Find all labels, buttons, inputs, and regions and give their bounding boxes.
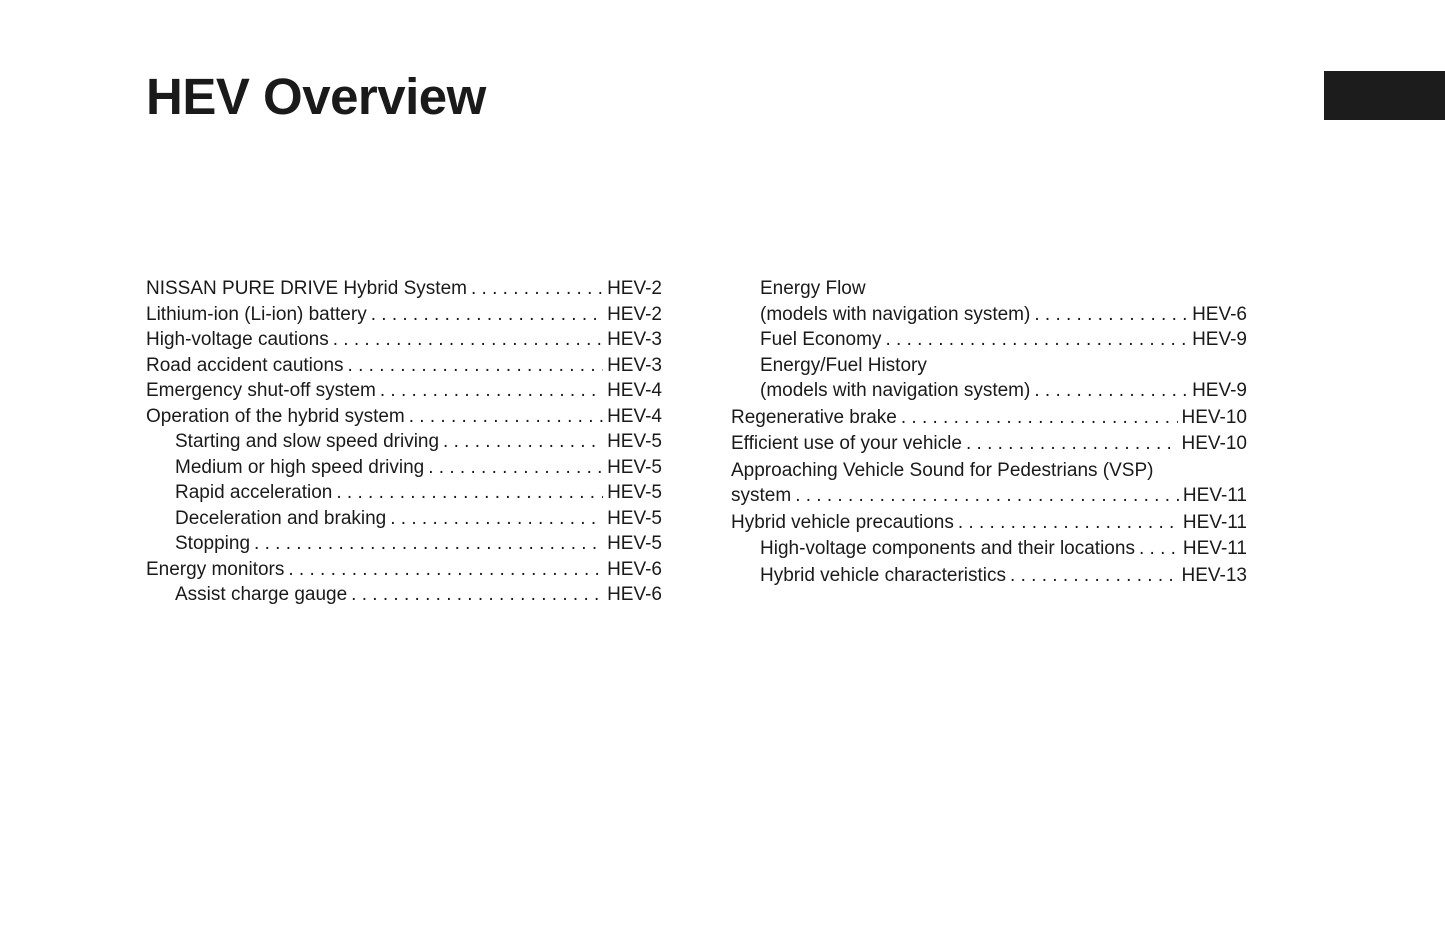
dot-leader — [390, 506, 603, 532]
toc-entry-energy-monitors[interactable] — [146, 557, 662, 583]
toc-entry-page: HEV-10 — [1181, 433, 1247, 454]
toc-entry-energy-fuel-history[interactable] — [731, 353, 1247, 404]
toc-right-column — [731, 276, 1247, 588]
dot-leader — [254, 531, 603, 557]
dot-leader — [885, 327, 1188, 353]
toc-entry-label: Medium or high speed driving — [175, 456, 425, 478]
toc-entry-label: Deceleration and braking — [175, 507, 387, 529]
dot-leader — [348, 353, 604, 379]
toc-entry-label: Fuel Economy — [760, 329, 882, 350]
toc-entry-label: Lithium-ion (Li-ion) battery — [146, 303, 367, 325]
toc-entry-energy-flow[interactable] — [731, 276, 1247, 327]
toc-entry-fuel-economy[interactable] — [731, 327, 1247, 353]
toc-entry-page: HEV-4 — [607, 405, 662, 427]
toc-entry-label: Assist charge gauge — [175, 584, 348, 605]
toc-entry-stopping[interactable] — [146, 531, 662, 557]
toc-entry-page: HEV-11 — [1182, 538, 1247, 559]
toc-entry-page: HEV-5 — [607, 431, 662, 452]
toc-entry-page: HEV-4 — [607, 380, 662, 401]
dot-leader — [1034, 378, 1188, 404]
dot-leader — [288, 557, 603, 583]
toc-entry-emergency-shutoff[interactable] — [146, 378, 662, 404]
dot-leader — [351, 582, 603, 608]
dot-leader — [1139, 536, 1179, 562]
toc-entry-page: HEV-5 — [607, 507, 662, 529]
toc-entry-label: Road accident cautions — [146, 354, 344, 376]
toc-entry-label: Hybrid vehicle characteristics — [760, 564, 1007, 586]
toc-entry-hybrid-precautions[interactable] — [731, 510, 1247, 536]
dot-leader — [428, 455, 603, 481]
dot-leader — [1010, 563, 1177, 589]
toc-entry-page: HEV-6 — [607, 584, 662, 605]
toc-entry-label: Emergency shut-off system — [146, 380, 376, 401]
dot-leader — [795, 483, 1179, 509]
dot-leader — [336, 480, 603, 506]
toc-entry-deceleration-braking[interactable] — [146, 506, 662, 532]
toc-entry-page: HEV-3 — [607, 329, 662, 350]
toc-entry-page: HEV-9 — [1192, 380, 1247, 401]
toc-entry-hv-components[interactable] — [731, 536, 1247, 562]
dot-leader — [443, 429, 603, 455]
toc-entry-label: High-voltage components and their locations — [760, 538, 1135, 559]
toc-entry-vsp[interactable] — [731, 458, 1247, 509]
toc-entry-label: NISSAN PURE DRIVE Hybrid System — [146, 278, 467, 299]
toc-entry-page: HEV-13 — [1181, 564, 1247, 586]
toc-entry-page: HEV-6 — [1192, 303, 1247, 325]
dot-leader — [371, 302, 603, 328]
dot-leader — [1034, 302, 1188, 328]
page-title: HEV Overview — [146, 68, 486, 125]
toc-entry-label: Efficient use of your vehicle — [731, 433, 962, 454]
toc-entry-label: Starting and slow speed driving — [175, 431, 440, 452]
toc-entry-page: HEV-6 — [607, 558, 662, 580]
toc-entry-regenerative-brake[interactable] — [731, 405, 1247, 431]
toc-entry-label: Stopping — [175, 533, 251, 554]
dot-leader — [966, 431, 1178, 457]
toc-entry-label: Energy monitors — [146, 558, 285, 580]
dot-leader — [380, 378, 603, 404]
toc-left-column — [146, 276, 662, 608]
toc-entry-assist-charge-gauge[interactable] — [146, 582, 662, 608]
toc-entry-medium-high-speed[interactable] — [146, 455, 662, 481]
toc-entry-label-line2: system — [731, 485, 792, 506]
dot-leader — [333, 327, 603, 353]
toc-entry-page: HEV-5 — [607, 456, 662, 478]
toc-entry-page: HEV-2 — [607, 303, 662, 325]
toc-entry-label-line1: Energy/Fuel History — [760, 354, 927, 376]
toc-entry-road-accident-cautions[interactable] — [146, 353, 662, 379]
toc-entry-label: Regenerative brake — [731, 406, 897, 428]
toc-entry-starting-slow-speed[interactable] — [146, 429, 662, 455]
toc-entry-label-line1: Approaching Vehicle Sound for Pedestrians (VSP) — [731, 459, 1154, 481]
toc-entry-label-line1: Energy Flow — [760, 278, 866, 299]
toc-entry-hybrid-characteristics[interactable] — [731, 563, 1247, 589]
toc-entry-li-ion-battery[interactable] — [146, 302, 662, 328]
toc-entry-page: HEV-3 — [607, 354, 662, 376]
dot-leader — [901, 405, 1178, 431]
toc-entry-efficient-use[interactable] — [731, 431, 1247, 457]
toc-entry-label: Operation of the hybrid system — [146, 405, 405, 427]
dot-leader — [958, 510, 1179, 536]
toc-entry-high-voltage-cautions[interactable] — [146, 327, 662, 353]
toc-entry-operation-hybrid[interactable] — [146, 404, 662, 430]
section-tab-marker — [1324, 71, 1445, 120]
toc-entry-page: HEV-11 — [1182, 511, 1247, 533]
toc-entry-label-line2: (models with navigation system) — [760, 380, 1031, 401]
dot-leader — [471, 276, 603, 302]
toc-entry-label: Rapid acceleration — [175, 482, 333, 503]
toc-entry-page: HEV-5 — [607, 482, 662, 503]
toc-entry-label: Hybrid vehicle precautions — [731, 511, 954, 533]
toc-entry-page: HEV-10 — [1181, 406, 1247, 428]
toc-entry-hybrid-system[interactable] — [146, 276, 662, 302]
toc-entry-page: HEV-11 — [1182, 485, 1247, 506]
toc-entry-page: HEV-5 — [607, 533, 662, 554]
toc-entry-label-line2: (models with navigation system) — [760, 303, 1031, 325]
toc-entry-label: High-voltage cautions — [146, 329, 329, 350]
toc-entry-page: HEV-9 — [1192, 329, 1247, 350]
dot-leader — [409, 404, 603, 430]
toc-entry-page: HEV-2 — [607, 278, 662, 299]
toc-entry-rapid-acceleration[interactable] — [146, 480, 662, 506]
